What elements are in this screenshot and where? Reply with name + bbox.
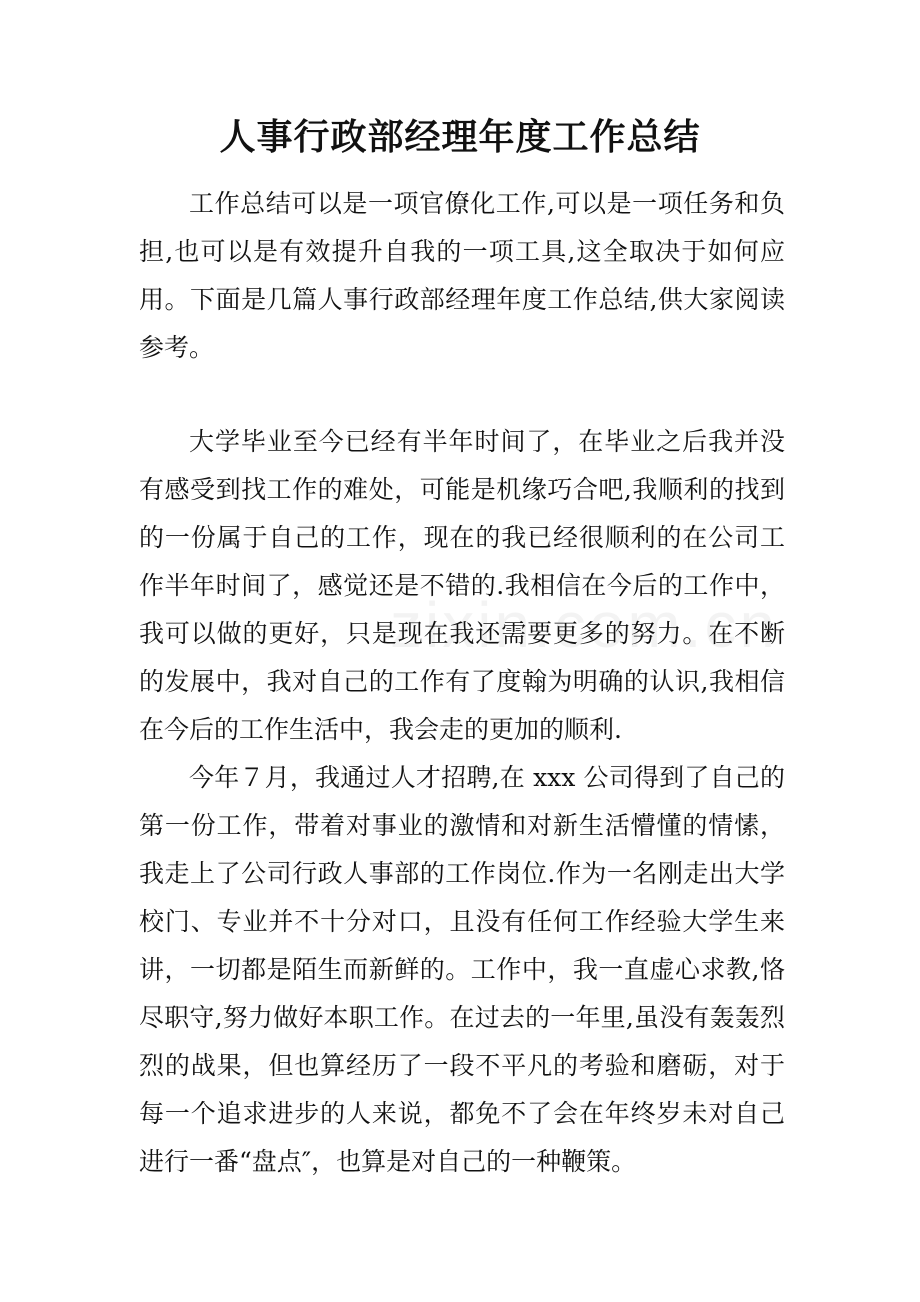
intro-paragraph: 工作总结可以是一项官僚化工作,可以是一项任务和负担,也可以是有效提升自我的一项工具,这全取决于如何应用。下面是几篇人事行政部经理年度工作总结,供大家阅读参考。 <box>139 189 785 362</box>
body-paragraph-2: 今年７月，我通过人才招聘,在 xxx 公司得到了自己的第一份工作，带着对事业的激情和对新生活懵懂的情愫，我走上了公司行政人事部的工作岗位.作为一名刚走出大学校门、专业并不十分对口，且没有任何工作经验大学生来讲，一切都是陌生而新鲜的。工作中，我一直虚心求教,恪尽职守,努力做好本职工作。在过去的一年里,虽没有轰轰烈烈的战果，但也算经历了一段不平凡的考验和磨砺，对于每一个追求进步的人来说，都免不了会在年终岁未对自己进行一番“盘点″，也算是对自己的一种鞭策。 <box>139 763 785 1176</box>
body-paragraph-1: 大学毕业至今已经有半年时间了，在毕业之后我并没有感受到找工作的难处，可能是机缘巧合吧,我顺利的找到的一份属于自己的工作，现在的我已经很顺利的在公司工作半年时间了，感觉还是不错的.我相信在今后的工作中，我可以做的更好，只是现在我还需要更多的努力。在不断的发展中，我对自己的工作有了度翰为明确的认识,我相信在今后的工作生活中，我会走的更加的顺利. <box>139 427 785 744</box>
document-title: 人事行政部经理年度工作总结 <box>219 116 701 158</box>
